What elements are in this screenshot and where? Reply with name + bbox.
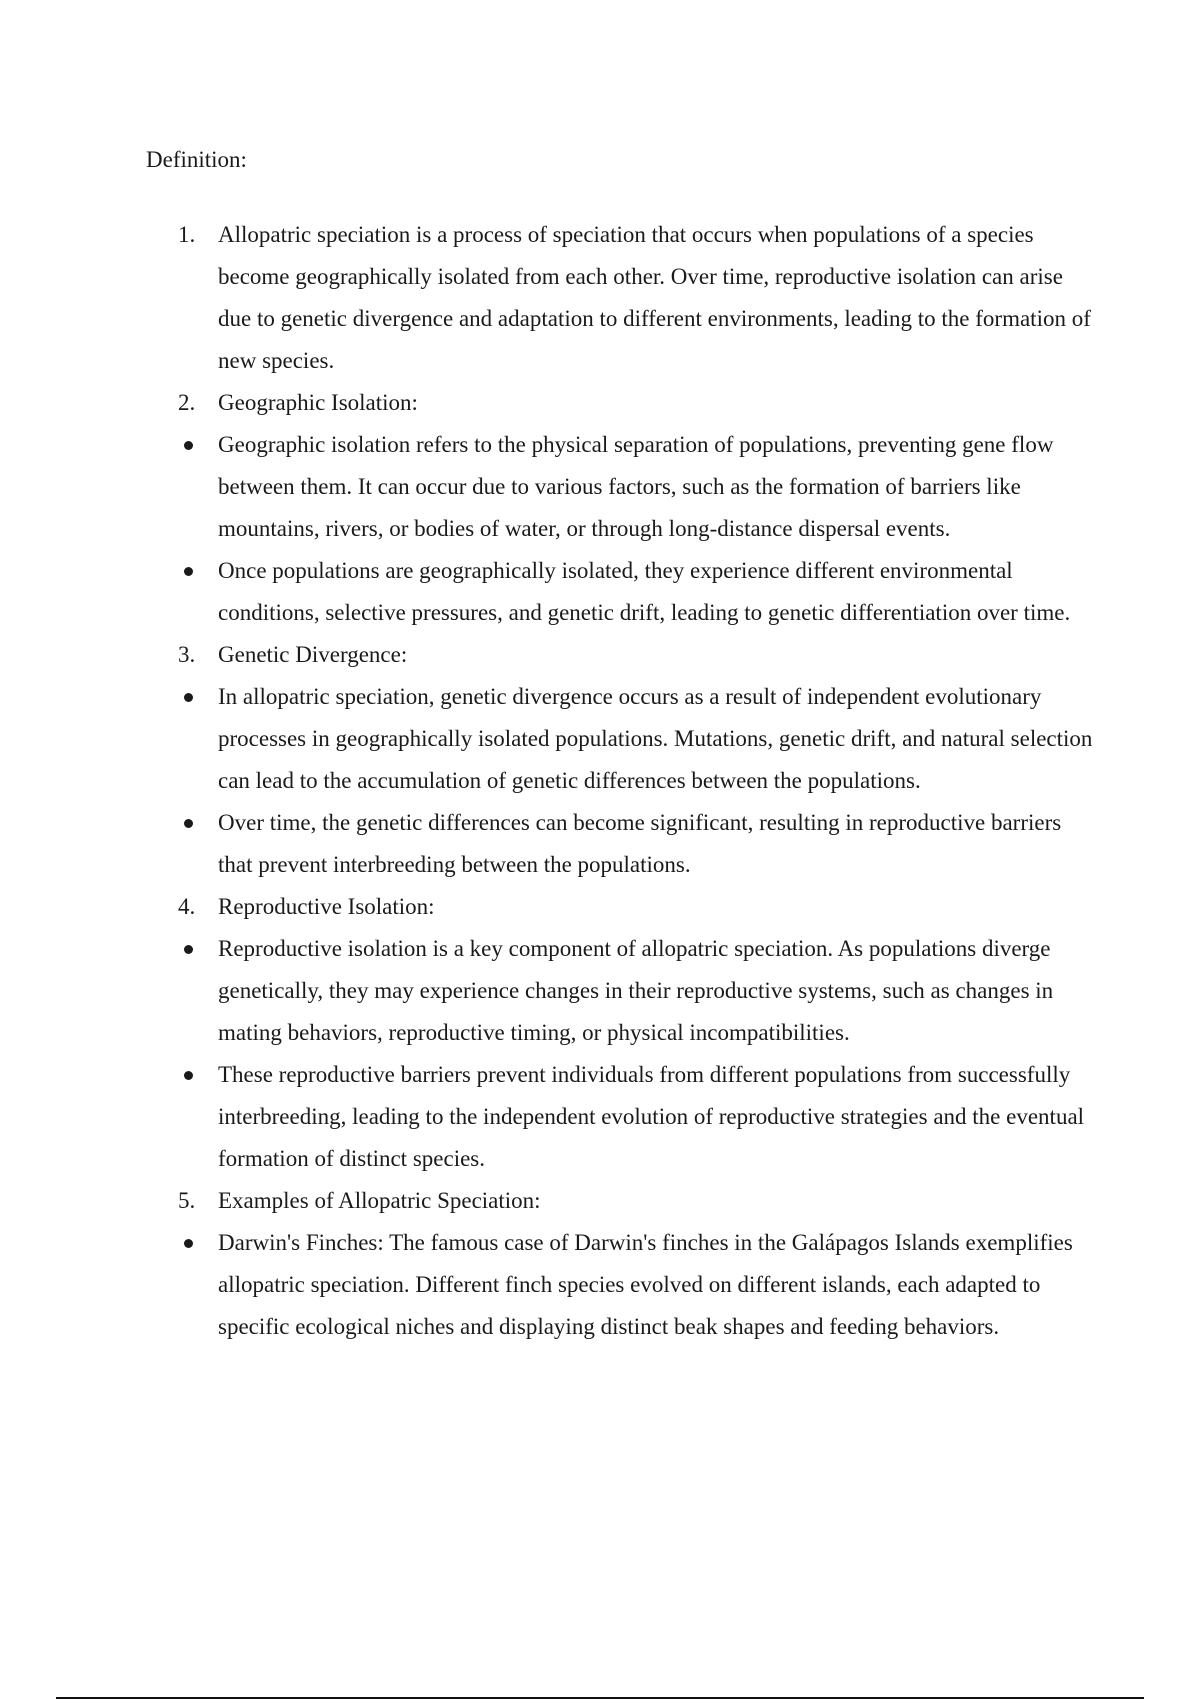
list-number: 5. bbox=[178, 1188, 196, 1213]
numbered-item bbox=[0, 634, 1200, 676]
bullet-text: Geographic isolation refers to the physical separation of populations, preventing gene flow between them. It can occur due to various factors, such as the formation of barriers like mountains, rivers, or bodies of water, or through long-distance dispersal events. bbox=[218, 432, 1054, 541]
section-title: Genetic Divergence: bbox=[218, 642, 408, 667]
bullet-text: Reproductive isolation is a key component of allopatric speciation. As populations diverge genetically, they may experience changes in their reproductive systems, such as changes in mating behaviors, reproductive timing, or physical incompatibilities. bbox=[218, 936, 1054, 1045]
bullet-icon bbox=[184, 1071, 193, 1080]
list-number: 3. bbox=[178, 642, 196, 667]
numbered-item bbox=[0, 214, 1200, 382]
bullet-icon bbox=[184, 693, 193, 702]
footer-divider bbox=[56, 1697, 1144, 1699]
list-item-text: Allopatric speciation is a process of speciation that occurs when populations of a species become geographically isolated from each other. Over time, reproductive isolation can arise due to genetic divergence and adaptation to different environments, leading to the formation of new species. bbox=[218, 222, 1091, 373]
bullet-item bbox=[0, 802, 1200, 886]
definition-list bbox=[0, 214, 1200, 1348]
bullet-icon bbox=[184, 1239, 193, 1248]
bullet-text: Over time, the genetic differences can become significant, resulting in reproductive barriers that prevent interbreeding between the populations. bbox=[218, 810, 1062, 877]
bullet-icon bbox=[184, 567, 193, 576]
list-number: 1. bbox=[178, 222, 196, 247]
section-title: Reproductive Isolation: bbox=[218, 894, 435, 919]
bullet-text: These reproductive barriers prevent individuals from different populations from successfully interbreeding, leading to the independent evolution of reproductive strategies and the eventual formation of distinct species. bbox=[218, 1062, 1085, 1171]
bullet-item bbox=[0, 676, 1200, 802]
bullet-item bbox=[0, 928, 1200, 1054]
definition-heading: Definition: bbox=[146, 147, 247, 172]
numbered-item bbox=[0, 1180, 1200, 1222]
list-number: 4. bbox=[178, 894, 196, 919]
bullet-icon bbox=[184, 945, 193, 954]
bullet-text: Once populations are geographically isolated, they experience different environmental conditions, selective pressures, and genetic drift, leading to genetic differentiation over time. bbox=[218, 558, 1071, 625]
numbered-item bbox=[0, 382, 1200, 424]
numbered-item bbox=[0, 886, 1200, 928]
bullet-text: In allopatric speciation, genetic divergence occurs as a result of independent evolutionary processes in geographically isolated populations. Mutations, genetic drift, and natural selection can lead to the accumulation of genetic differences between the populations. bbox=[218, 684, 1093, 793]
section-title: Geographic Isolation: bbox=[218, 390, 418, 415]
bullet-item bbox=[0, 550, 1200, 634]
bullet-item bbox=[0, 1054, 1200, 1180]
section-title: Examples of Allopatric Speciation: bbox=[218, 1188, 541, 1213]
bullet-item bbox=[0, 424, 1200, 550]
bullet-icon bbox=[184, 819, 193, 828]
bullet-item bbox=[0, 1222, 1200, 1348]
bullet-text: Darwin's Finches: The famous case of Darwin's finches in the Galápagos Islands exemplifies allopatric speciation. Different finch species evolved on different islands, each adapted to specific ecological niches and displaying distinct beak shapes and feeding behaviors. bbox=[218, 1230, 1073, 1339]
bullet-icon bbox=[184, 441, 193, 450]
list-number: 2. bbox=[178, 390, 196, 415]
